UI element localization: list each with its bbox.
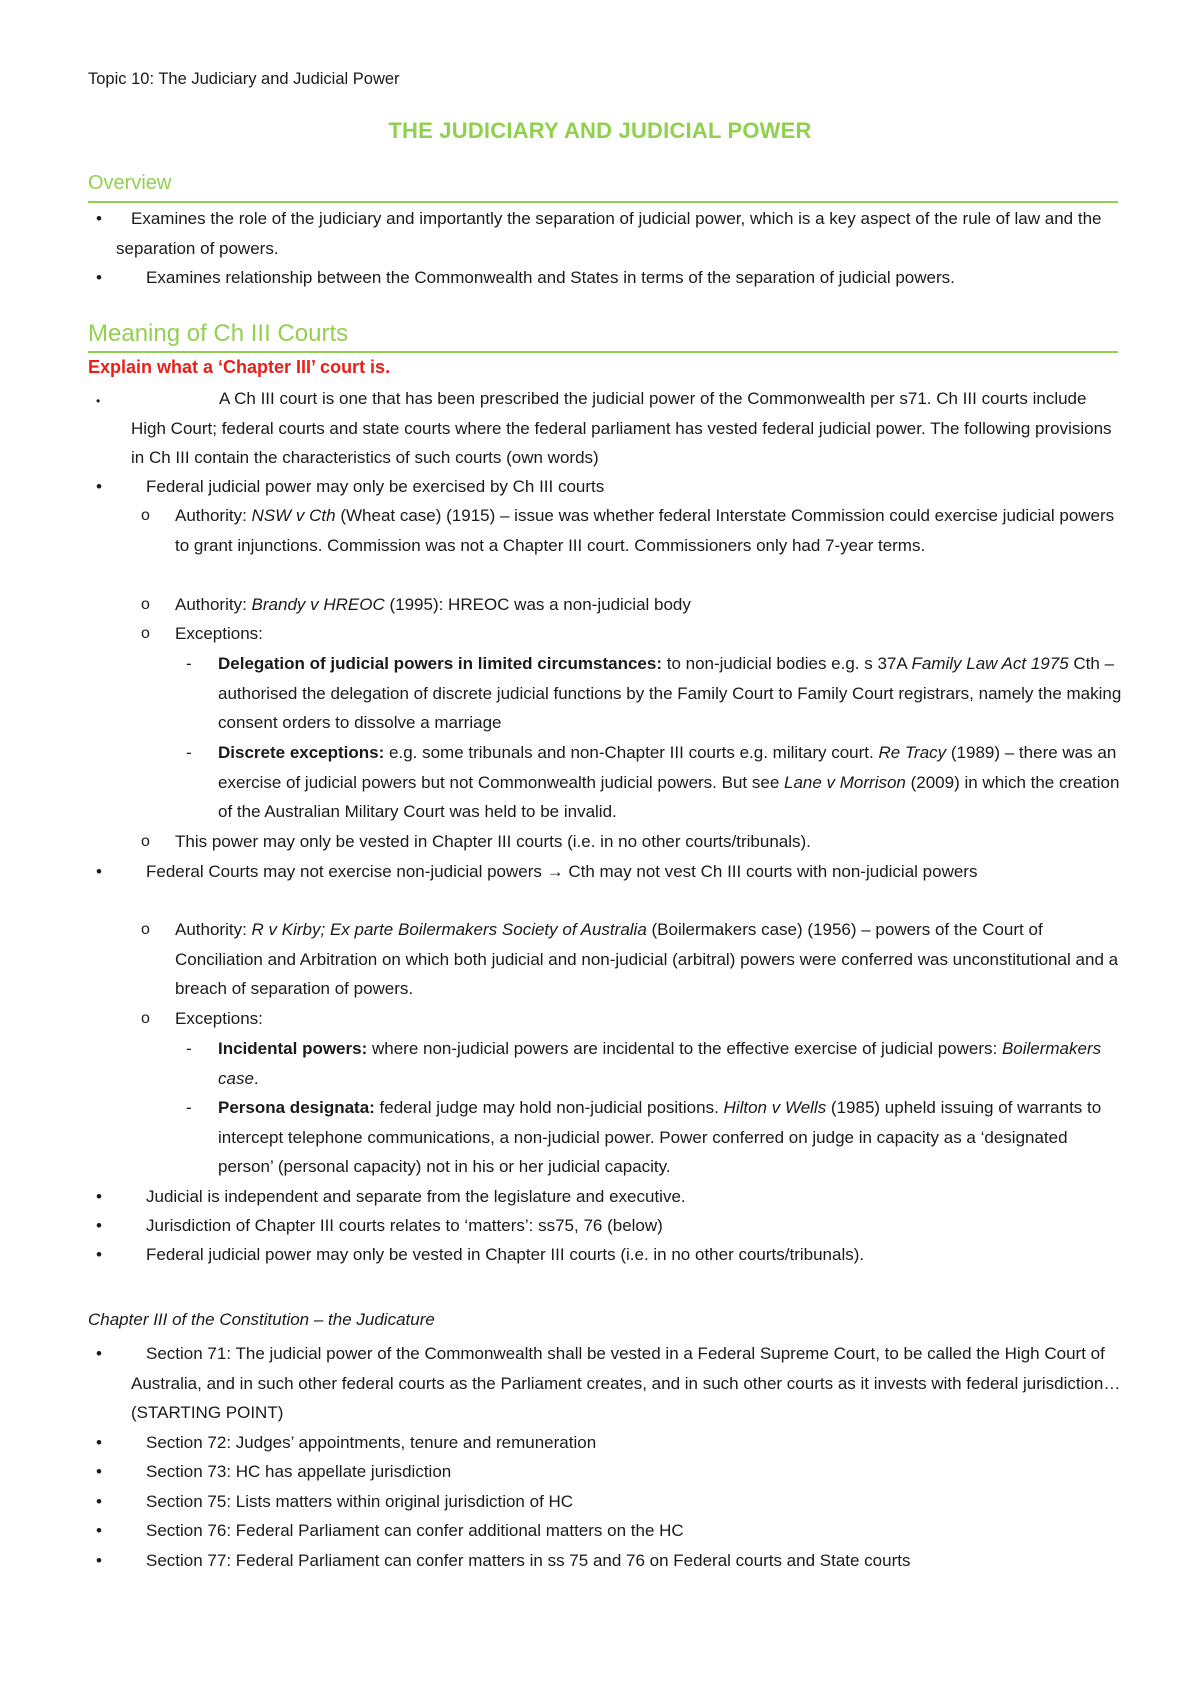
point-1d: This power may only be vested in Chapter III courts (i.e. in no other courts/tribunals). <box>175 832 811 851</box>
dash-bullet-icon: - <box>186 1039 192 1058</box>
point-2b: Exceptions: <box>175 1009 263 1028</box>
bullet-icon: • <box>96 477 102 496</box>
point-5: Federal judicial power may only be vested in Chapter III courts (i.e. in no other courts/tribunals). <box>146 1245 865 1264</box>
overview-heading: Overview <box>88 172 172 194</box>
dash-bullet-icon: - <box>186 743 192 762</box>
bullet-icon: • <box>96 1187 102 1206</box>
point-2: Federal Courts may not exercise non-judicial powers → Cth may not vest Ch III courts with non-judicial powers <box>146 862 978 881</box>
circle-bullet-icon: o <box>141 833 150 850</box>
bullet-icon: • <box>96 1216 102 1235</box>
point-4: Jurisdiction of Chapter III courts relates to ‘matters’: ss75, 76 (below) <box>146 1216 663 1235</box>
circle-bullet-icon: o <box>141 1010 150 1027</box>
point-1c1: Delegation of judicial powers in limited circumstances: to non-judicial bodies e.g. s 37A Family Law Act 1975 Cth – authorised the delegation of discrete judicial functions by the Family Court to Family Court registrars, namely the making consent orders to dissolve a marriage <box>218 654 1122 732</box>
point-1c: Exceptions: <box>175 624 263 643</box>
point-1: Federal judicial power may only be exercised by Ch III courts <box>146 477 605 496</box>
bullet-icon: • <box>96 1492 102 1511</box>
meaning-rule <box>88 351 1118 353</box>
dash-bullet-icon: - <box>186 654 192 673</box>
page-header: Topic 10: The Judiciary and Judicial Power <box>88 70 400 88</box>
bullet-icon: • <box>96 1344 102 1363</box>
point-2b2: Persona designata: federal judge may hold non-judicial positions. Hilton v Wells (1985) upheld issuing of warrants to intercept telephone communications, a non-judicial power. Power conferred on judge in capacity as a ‘designated person’ (personal capacity) not in his or her judicial capacity. <box>218 1098 1102 1176</box>
overview-bullet-1: Examines the role of the judiciary and importantly the separation of judicial power, which is a key aspect of the rule of law and the separation of powers. <box>116 209 1102 258</box>
circle-bullet-icon: o <box>141 921 150 938</box>
section-77: Section 77: Federal Parliament can confer matters in ss 75 and 76 on Federal courts and State courts <box>146 1551 911 1570</box>
question-heading: Explain what a ‘Chapter III’ court is. <box>88 357 391 377</box>
bullet-icon: • <box>96 1245 102 1264</box>
overview-bullet-2: Examines relationship between the Commonwealth and States in terms of the separation of judicial powers. <box>146 268 955 287</box>
chapter-heading: Chapter III of the Constitution – the Judicature <box>88 1310 435 1329</box>
dash-bullet-icon: - <box>186 1098 192 1117</box>
point-1a: Authority: NSW v Cth (Wheat case) (1915) – issue was whether federal Interstate Commission could exercise judicial powers to grant injunctions. Commission was not a Chapter III court. Commissioners only had 7-year terms. <box>175 506 1115 555</box>
point-1c2: Discrete exceptions: e.g. some tribunals and non-Chapter III courts e.g. military court. Re Tracy (1989) – there was an exercise of judicial powers but not Commonwealth judicial powers. But see Lane v Morrison (2009) in which the creation of the Australian Military Court was held to be invalid. <box>218 743 1120 821</box>
meaning-heading: Meaning of Ch III Courts <box>88 320 349 347</box>
ch3-intro: A Ch III court is one that has been prescribed the judicial power of the Commonwealth per s71. Ch III courts include High Court; federal courts and state courts where the federal parliament has vested federal judicial power. The following provisions in Ch III contain the characteristics of such courts (own words) <box>131 389 1112 467</box>
bullet-icon: • <box>96 1433 102 1452</box>
section-72: Section 72: Judges’ appointments, tenure and remuneration <box>146 1433 597 1452</box>
circle-bullet-icon: o <box>141 596 150 613</box>
point-1b: Authority: Brandy v HREOC (1995): HREOC was a non-judicial body <box>175 595 691 614</box>
point-2a: Authority: R v Kirby; Ex parte Boilermakers Society of Australia (Boilermakers case) (1956) – powers of the Court of Conciliation and Arbitration on which both judicial and non-judicial (arbitral) powers were conferred was unconstitutional and a breach of separation of powers. <box>175 920 1119 998</box>
section-71: Section 71: The judicial power of the Commonwealth shall be vested in a Federal Supreme Court, to be called the High Court of Australia, and in such other federal courts as the Parliament creates, and in such other courts as it invests with federal jurisdiction… (STARTING POINT) <box>131 1344 1121 1422</box>
circle-bullet-icon: o <box>141 625 150 642</box>
bullet-icon: • <box>96 394 101 408</box>
bullet-icon: • <box>96 1462 102 1481</box>
circle-bullet-icon: o <box>141 507 150 524</box>
bullet-icon: • <box>96 268 102 287</box>
bullet-icon: • <box>96 1551 102 1570</box>
section-76: Section 76: Federal Parliament can confer additional matters on the HC <box>146 1521 684 1540</box>
section-75: Section 75: Lists matters within original jurisdiction of HC <box>146 1492 574 1511</box>
bullet-icon: • <box>96 862 102 881</box>
bullet-icon: • <box>96 209 102 228</box>
point-2b1: Incidental powers: where non-judicial powers are incidental to the effective exercise of judicial powers: Boilermakers case. <box>218 1039 1102 1088</box>
overview-rule <box>88 201 1118 203</box>
point-3: Judicial is independent and separate from the legislature and executive. <box>146 1187 686 1206</box>
bullet-icon: • <box>96 1521 102 1540</box>
section-73: Section 73: HC has appellate jurisdiction <box>146 1462 452 1481</box>
document-title: THE JUDICIARY AND JUDICIAL POWER <box>388 118 812 143</box>
